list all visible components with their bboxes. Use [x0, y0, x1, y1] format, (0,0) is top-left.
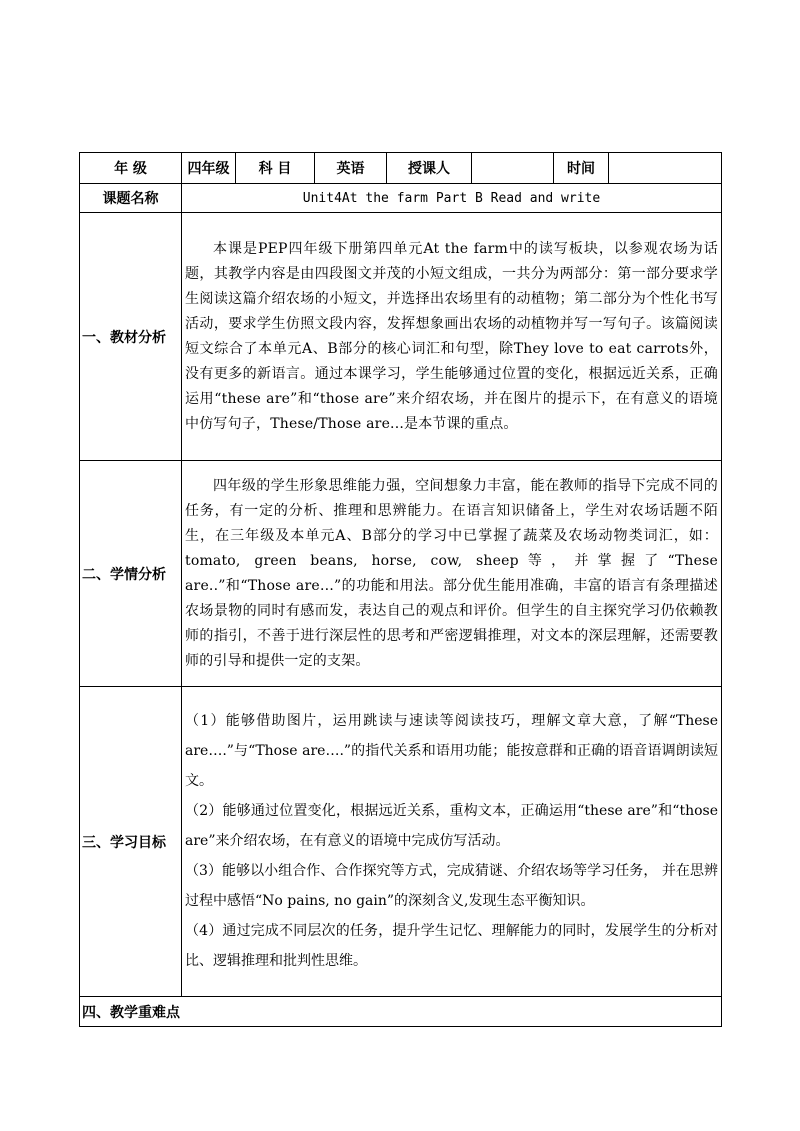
learner-analysis-text: 四年级的学生形象思维能力强，空间想象力丰富，能在教师的指导下完成不同的任务，有一定的分析、推理和思辨能力。在语言知识储备上，学生对农场话题不陌生，在三年级及本单元A、B部分的学习中已掌握了蔬菜及农场动物类词汇，如：tomato, green beans, horse, cow, sheep等，并掌握了“These are..”和“Those are…”的功能和用法。部分优生能用准确，丰富的语言有条理描述农场景物的同时有感而发，表达自己的观点和评价。但学生的自主探究学习仍依赖教师的指引，不善于进行深层性的思考和严密逻辑推理，对文本的深层理解，还需要教师的引导和提供一定的支架。: [185, 477, 718, 669]
goal-item: （2）能够通过位置变化，根据远近关系，重构文本，正确运用“these are”和“those are”来介绍农场，在有意义的语境中完成仿写活动。: [185, 802, 718, 849]
subject-label: 科 目: [236, 153, 315, 184]
section-body: [182, 213, 722, 461]
key-points-label: 四、教学重难点: [80, 997, 722, 1027]
section-label: 二、学情分析: [80, 461, 182, 687]
goal-item: （4）通过完成不同层次的任务，提升学生记忆、理解能力的同时，发展学生的分析对比、逻辑推理和批判性思维。: [185, 922, 718, 969]
grade-value: 四年级: [182, 153, 236, 184]
topic-label: 课题名称: [80, 184, 182, 213]
goal-item: （1）能够借助图片，运用跳读与速读等阅读技巧，理解文章大意，了解“These are….”与“Those are….”的指代关系和语用功能；能按意群和正确的语音语调朗读短文。: [185, 712, 718, 789]
textbook-analysis-text: 本课是PEP四年级下册第四单元At the farm中的读写板块，以参观农场为话题，其教学内容是由四段图文并茂的小短文组成，一共分为两部分：第一部分要求学生阅读这篇介绍农场的小短文，并选择出农场里有的动植物；第二部分为个性化书写活动，要求学生仿照文段内容，发挥想象画出农场的动植物并写一写句子。该篇阅读短文综合了本单元A、B部分的核心词汇和句型，除They love to eat carrots外，没有更多的新语言。通过本课学习，学生能够通过位置的变化，根据远近关系，正确运用“these are”和“those are”来介绍农场，并在图片的提示下，在有意义的语境中仿写句子，These/Those are...是本节课的重点。: [185, 240, 718, 432]
grade-label: 年 级: [80, 153, 182, 184]
teacher-label: 授课人: [387, 153, 472, 184]
section-key-points: [80, 997, 722, 1027]
lesson-plan-table: [79, 152, 722, 1027]
teacher-value: [472, 153, 554, 184]
section-learner-analysis: [80, 461, 722, 687]
topic-value: Unit4At the farm Part B Read and write: [182, 184, 722, 213]
section-label: 三、学习目标: [80, 687, 182, 997]
time-value: [609, 153, 722, 184]
section-body: [182, 461, 722, 687]
lesson-plan-sheet: [79, 152, 721, 1027]
section-body: [182, 687, 722, 997]
topic-row: [80, 184, 722, 213]
section-learning-goals: [80, 687, 722, 997]
section-textbook-analysis: [80, 213, 722, 461]
header-row: [80, 153, 722, 184]
subject-value: 英语: [315, 153, 387, 184]
section-label: 一、教材分析: [80, 213, 182, 461]
time-label: 时间: [554, 153, 609, 184]
goal-item: （3）能够以小组合作、合作探究等方式，完成猜谜、介绍农场等学习任务， 并在思辨过程中感悟“No pains, no gain”的深刻含义,发现生态平衡知识。: [185, 862, 718, 909]
